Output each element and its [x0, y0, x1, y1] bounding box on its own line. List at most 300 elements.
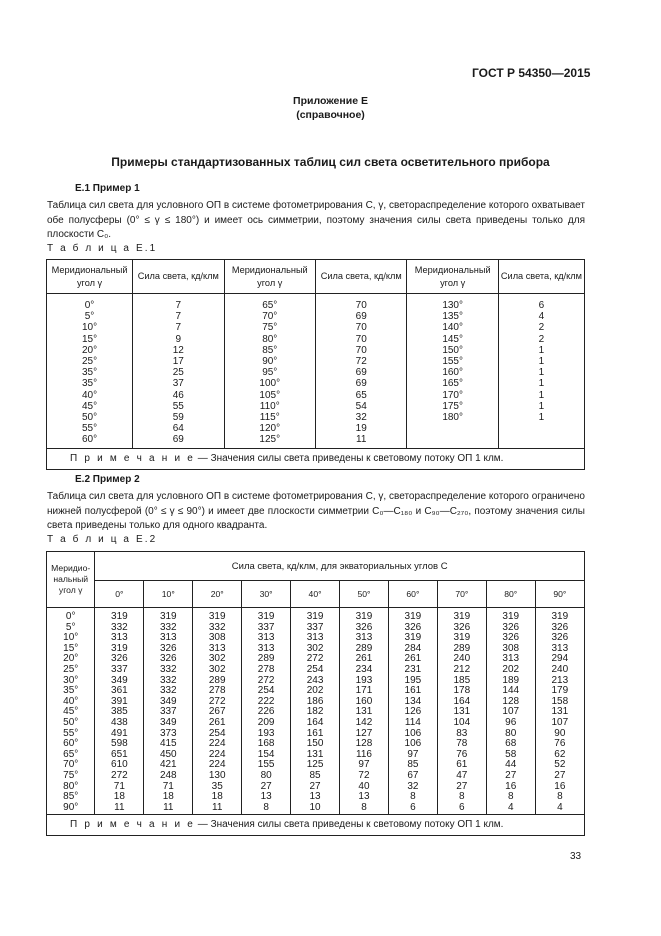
table-cell: 13: [242, 792, 291, 803]
table-cell: 209: [242, 718, 291, 729]
table-cell: 25°: [47, 665, 95, 676]
document-code: ГОСТ Р 54350—2015: [472, 66, 591, 80]
table-cell: 278: [193, 686, 242, 697]
table-cell: 95°: [224, 367, 315, 378]
annex-title: [0, 94, 661, 122]
table-cell: 58: [486, 750, 535, 761]
table-cell: 80°: [47, 782, 95, 793]
table-e1-header: Сила света, кд/клм: [133, 260, 224, 294]
table-cell: 186: [291, 697, 340, 708]
table-cell: 10°: [47, 322, 133, 333]
table-cell: 69: [315, 378, 406, 389]
table-cell: 4: [498, 311, 584, 322]
table-cell: 68: [486, 739, 535, 750]
table-cell: 35°: [47, 367, 133, 378]
table-cell: 11: [95, 803, 144, 815]
table-cell: 319: [95, 644, 144, 655]
table-cell: 8: [388, 792, 437, 803]
table-cell: 59: [133, 412, 224, 423]
note-text: — Значения силы света приведены к световому потоку ОП 1 клм.: [195, 452, 504, 464]
table-cell: 55°: [47, 423, 133, 434]
table-cell: 349: [144, 697, 193, 708]
table-cell: 313: [535, 644, 584, 655]
table-cell: 90°: [224, 356, 315, 367]
table-cell: 289: [242, 654, 291, 665]
table-cell: 52: [535, 760, 584, 771]
page-number: 33: [570, 851, 582, 862]
table-cell: 313: [291, 633, 340, 644]
table-row: [47, 294, 585, 312]
table-cell: 272: [291, 654, 340, 665]
table-cell: 195: [388, 676, 437, 687]
example1-heading: Е.1 Пример 1: [75, 183, 140, 194]
table-cell: 326: [340, 623, 389, 634]
table-cell: 1: [498, 378, 584, 389]
table-cell: 18: [95, 792, 144, 803]
table-cell: 64: [133, 423, 224, 434]
table-cell: 308: [193, 633, 242, 644]
table-cell: 25: [133, 367, 224, 378]
table-cell: 8: [340, 803, 389, 815]
table-cell: 6: [437, 803, 486, 815]
table-row: [47, 322, 585, 333]
table-cell: 70: [315, 294, 406, 312]
table-cell: 107: [486, 707, 535, 718]
table-cell: 47: [437, 771, 486, 782]
table-cell: 302: [193, 654, 242, 665]
table-cell: 1: [498, 401, 584, 412]
note-text: — Значения силы света приведены к световому потоку ОП 1 клм.: [195, 819, 504, 831]
table-cell: 100°: [224, 378, 315, 389]
table-e1-body: [47, 294, 585, 449]
table-cell: 46: [133, 390, 224, 401]
table-cell: 438: [95, 718, 144, 729]
table-e2-note: [47, 815, 585, 836]
table-row: [47, 367, 585, 378]
table-cell: 85°: [47, 792, 95, 803]
note-label: П р и м е ч а н и е: [70, 819, 196, 831]
table-e1-header: Меридиональный угол γ: [47, 260, 133, 294]
table-cell: 202: [486, 665, 535, 676]
table-cell: [407, 434, 498, 448]
table-e2-caption: Т а б л и ц а Е.2: [47, 534, 158, 545]
table-cell: 175°: [407, 401, 498, 412]
table-cell: 32: [315, 412, 406, 423]
table-cell: 130°: [407, 294, 498, 312]
note-label: П р и м е ч а н и е: [70, 452, 196, 464]
table-cell: 326: [437, 623, 486, 634]
table-cell: 18: [144, 792, 193, 803]
table-cell: 337: [291, 623, 340, 634]
table-cell: 2: [498, 322, 584, 333]
table-e2-column-header: 20°: [193, 581, 242, 608]
table-cell: 8: [486, 792, 535, 803]
table-cell: [498, 423, 584, 434]
table-e1: [46, 259, 585, 470]
table-cell: 158: [535, 697, 584, 708]
table-cell: 16: [535, 782, 584, 793]
table-cell: 319: [144, 608, 193, 623]
table-cell: 213: [535, 676, 584, 687]
table-cell: 80: [486, 729, 535, 740]
table-cell: 261: [388, 654, 437, 665]
table-cell: 272: [193, 697, 242, 708]
table-cell: 27: [437, 782, 486, 793]
table-cell: 15°: [47, 644, 95, 655]
table-cell: 391: [95, 697, 144, 708]
table-e1-note-row: [47, 448, 585, 469]
example2-heading: Е.2 Пример 2: [75, 474, 140, 485]
table-cell: 0°: [47, 294, 133, 312]
table-cell: 106: [388, 729, 437, 740]
table-cell: 8: [242, 803, 291, 815]
table-cell: 170°: [407, 390, 498, 401]
table-cell: 150: [291, 739, 340, 750]
table-cell: 164: [291, 718, 340, 729]
table-cell: 319: [535, 608, 584, 623]
table-cell: 319: [242, 608, 291, 623]
table-cell: 116: [340, 750, 389, 761]
table-cell: 18: [193, 792, 242, 803]
table-cell: 178: [437, 686, 486, 697]
table-cell: 115°: [224, 412, 315, 423]
table-row: [47, 311, 585, 322]
main-heading: Примеры стандартизованных таблиц сил света осветительного прибора: [111, 155, 550, 169]
table-cell: 75°: [47, 771, 95, 782]
table-cell: 313: [242, 633, 291, 644]
table-cell: 326: [486, 623, 535, 634]
table-row: [47, 334, 585, 345]
table-e2-column-header: 0°: [95, 581, 144, 608]
table-cell: 4: [486, 803, 535, 815]
table-cell: 373: [144, 729, 193, 740]
table-cell: 107: [535, 718, 584, 729]
table-cell: 5°: [47, 311, 133, 322]
table-cell: 248: [144, 771, 193, 782]
table-e2-column-header: 50°: [340, 581, 389, 608]
table-cell: 65: [315, 390, 406, 401]
table-cell: 349: [144, 718, 193, 729]
table-cell: 76: [535, 739, 584, 750]
table-cell: [407, 423, 498, 434]
table-cell: 134: [388, 697, 437, 708]
table-cell: 11: [315, 434, 406, 448]
table-e1-note: [47, 448, 585, 469]
table-cell: 332: [144, 676, 193, 687]
table-cell: 326: [144, 654, 193, 665]
table-cell: 35°: [47, 686, 95, 697]
table-e2-column-header: 80°: [486, 581, 535, 608]
table-cell: 27: [535, 771, 584, 782]
table-cell: 294: [535, 654, 584, 665]
table-cell: 65°: [47, 750, 95, 761]
table-e2-header-row: [47, 552, 585, 581]
table-cell: 69: [133, 434, 224, 448]
table-cell: 171: [340, 686, 389, 697]
table-cell: 150°: [407, 345, 498, 356]
table-cell: 27: [242, 782, 291, 793]
table-cell: 70: [315, 322, 406, 333]
table-cell: 90: [535, 729, 584, 740]
table-cell: 302: [291, 644, 340, 655]
table-cell: 254: [193, 729, 242, 740]
annex-label: Приложение Е: [293, 95, 368, 107]
table-cell: 19: [315, 423, 406, 434]
table-cell: 1: [498, 390, 584, 401]
table-cell: 326: [535, 633, 584, 644]
table-cell: 0°: [47, 608, 95, 623]
table-row: [47, 390, 585, 401]
table-cell: 75°: [224, 322, 315, 333]
table-cell: 234: [340, 665, 389, 676]
table-cell: 25°: [47, 356, 133, 367]
table-cell: 319: [437, 608, 486, 623]
table-cell: 179: [535, 686, 584, 697]
table-cell: 70: [315, 345, 406, 356]
table-e1-header-row: [47, 260, 585, 294]
table-cell: 69: [315, 367, 406, 378]
table-cell: 161: [291, 729, 340, 740]
table-cell: 313: [144, 633, 193, 644]
table-cell: 7: [133, 294, 224, 312]
table-cell: 40: [340, 782, 389, 793]
table-cell: 2: [498, 334, 584, 345]
table-cell: 131: [437, 707, 486, 718]
table-cell: 313: [242, 644, 291, 655]
table-cell: 6: [388, 803, 437, 815]
table-cell: 85: [291, 771, 340, 782]
table-cell: 193: [242, 729, 291, 740]
table-cell: 78: [437, 739, 486, 750]
table-row: [47, 345, 585, 356]
table-cell: 332: [95, 623, 144, 634]
table-cell: 261: [340, 654, 389, 665]
table-cell: 361: [95, 686, 144, 697]
table-cell: 128: [486, 697, 535, 708]
table-cell: 165°: [407, 378, 498, 389]
table-cell: 106: [388, 739, 437, 750]
table-cell: 72: [315, 356, 406, 367]
table-cell: 72: [340, 771, 389, 782]
table-cell: 284: [388, 644, 437, 655]
table-cell: 598: [95, 739, 144, 750]
table-cell: 491: [95, 729, 144, 740]
table-cell: 193: [340, 676, 389, 687]
table-cell: 7: [133, 322, 224, 333]
table-cell: 8: [437, 792, 486, 803]
table-cell: 120°: [224, 423, 315, 434]
table-cell: 278: [242, 665, 291, 676]
table-cell: 332: [144, 686, 193, 697]
table-cell: 67: [388, 771, 437, 782]
table-row: [47, 412, 585, 423]
table-cell: 180°: [407, 412, 498, 423]
table-cell: 313: [193, 644, 242, 655]
table-cell: 60°: [47, 434, 133, 448]
table-e2-column-header: 60°: [388, 581, 437, 608]
table-cell: 254: [291, 665, 340, 676]
table-cell: 85°: [224, 345, 315, 356]
table-cell: 13: [291, 792, 340, 803]
table-cell: [498, 434, 584, 448]
table-cell: 131: [340, 707, 389, 718]
table-cell: 154: [242, 750, 291, 761]
table-cell: 319: [388, 608, 437, 623]
table-row: [47, 665, 585, 676]
table-cell: 37: [133, 378, 224, 389]
table-cell: 289: [193, 676, 242, 687]
table-cell: 337: [242, 623, 291, 634]
table-cell: 4: [535, 803, 584, 815]
table-e2: [46, 551, 585, 836]
table-cell: 1: [498, 367, 584, 378]
table-cell: 27: [486, 771, 535, 782]
table-cell: 313: [340, 633, 389, 644]
table-cell: 155: [242, 760, 291, 771]
table-cell: 135°: [407, 311, 498, 322]
table-cell: 55: [133, 401, 224, 412]
table-cell: 610: [95, 760, 144, 771]
table-cell: 27: [291, 782, 340, 793]
table-cell: 243: [291, 676, 340, 687]
table-cell: 13: [340, 792, 389, 803]
table-cell: 126: [388, 707, 437, 718]
table-cell: 319: [291, 608, 340, 623]
table-cell: 16: [486, 782, 535, 793]
table-cell: 326: [535, 623, 584, 634]
table-row: [47, 608, 585, 623]
table-cell: 202: [291, 686, 340, 697]
table-cell: 131: [535, 707, 584, 718]
table-cell: 160°: [407, 367, 498, 378]
table-e1-caption: Т а б л и ц а Е.1: [47, 243, 158, 254]
table-cell: 44: [486, 760, 535, 771]
table-cell: 125: [291, 760, 340, 771]
table-cell: 70°: [224, 311, 315, 322]
table-cell: 12: [133, 345, 224, 356]
table-cell: 50°: [47, 412, 133, 423]
table-e2-column-header: 90°: [535, 581, 584, 608]
table-cell: 224: [193, 760, 242, 771]
table-cell: 45°: [47, 707, 95, 718]
table-cell: 8: [535, 792, 584, 803]
table-e1-header: Меридиональный угол γ: [224, 260, 315, 294]
table-cell: 40°: [47, 390, 133, 401]
table-row: [47, 434, 585, 448]
table-cell: 289: [437, 644, 486, 655]
table-cell: 415: [144, 739, 193, 750]
table-cell: 319: [388, 633, 437, 644]
table-cell: 224: [193, 750, 242, 761]
table-cell: 308: [486, 644, 535, 655]
table-cell: 261: [193, 718, 242, 729]
table-row: [47, 718, 585, 729]
table-cell: 240: [437, 654, 486, 665]
table-row: [47, 378, 585, 389]
table-cell: 76: [437, 750, 486, 761]
table-cell: 71: [95, 782, 144, 793]
table-cell: 60°: [47, 739, 95, 750]
table-cell: 326: [144, 644, 193, 655]
table-cell: 332: [144, 623, 193, 634]
table-cell: 61: [437, 760, 486, 771]
table-e2-group-header: Сила света, кд/клм, для экваториальных углов C: [95, 552, 585, 581]
table-cell: 319: [437, 633, 486, 644]
table-cell: 272: [242, 676, 291, 687]
table-cell: 70°: [47, 760, 95, 771]
table-row: [47, 803, 585, 815]
table-cell: 231: [388, 665, 437, 676]
table-cell: 65°: [224, 294, 315, 312]
table-e2-column-header: 30°: [242, 581, 291, 608]
table-cell: 80°: [224, 334, 315, 345]
table-e2-row-header: Меридио-нальный угол γ: [47, 552, 95, 608]
table-row: [47, 771, 585, 782]
table-cell: 254: [242, 686, 291, 697]
table-cell: 421: [144, 760, 193, 771]
table-cell: 125°: [224, 434, 315, 448]
table-cell: 69: [315, 311, 406, 322]
table-cell: 35°: [47, 378, 133, 389]
table-cell: 10°: [47, 633, 95, 644]
table-cell: 10: [291, 803, 340, 815]
table-cell: 326: [95, 654, 144, 665]
table-cell: 142: [340, 718, 389, 729]
table-cell: 40°: [47, 697, 95, 708]
table-cell: 160: [340, 697, 389, 708]
table-e1-header: Меридиональный угол γ: [407, 260, 498, 294]
table-cell: 144: [486, 686, 535, 697]
table-cell: 128: [340, 739, 389, 750]
table-cell: 313: [95, 633, 144, 644]
table-cell: 32: [388, 782, 437, 793]
table-cell: 1: [498, 356, 584, 367]
table-cell: 168: [242, 739, 291, 750]
table-cell: 6: [498, 294, 584, 312]
table-cell: 96: [486, 718, 535, 729]
table-cell: 272: [95, 771, 144, 782]
table-cell: 385: [95, 707, 144, 718]
table-cell: 302: [193, 665, 242, 676]
table-cell: 1: [498, 412, 584, 423]
table-cell: 7: [133, 311, 224, 322]
table-cell: 62: [535, 750, 584, 761]
table-cell: 319: [193, 608, 242, 623]
table-cell: 105°: [224, 390, 315, 401]
table-cell: 155°: [407, 356, 498, 367]
table-row: [47, 356, 585, 367]
table-e2-note-row: [47, 815, 585, 836]
table-cell: 130: [193, 771, 242, 782]
table-cell: 114: [388, 718, 437, 729]
table-cell: 5°: [47, 623, 95, 634]
table-cell: 97: [340, 760, 389, 771]
table-e2-column-header: 10°: [144, 581, 193, 608]
table-cell: 289: [340, 644, 389, 655]
table-cell: 35: [193, 782, 242, 793]
table-cell: 222: [242, 697, 291, 708]
table-cell: 54: [315, 401, 406, 412]
table-cell: 140°: [407, 322, 498, 333]
table-cell: 319: [95, 608, 144, 623]
table-cell: 267: [193, 707, 242, 718]
table-cell: 332: [193, 623, 242, 634]
table-cell: 17: [133, 356, 224, 367]
table-cell: 212: [437, 665, 486, 676]
table-cell: 185: [437, 676, 486, 687]
table-cell: 651: [95, 750, 144, 761]
table-cell: 164: [437, 697, 486, 708]
